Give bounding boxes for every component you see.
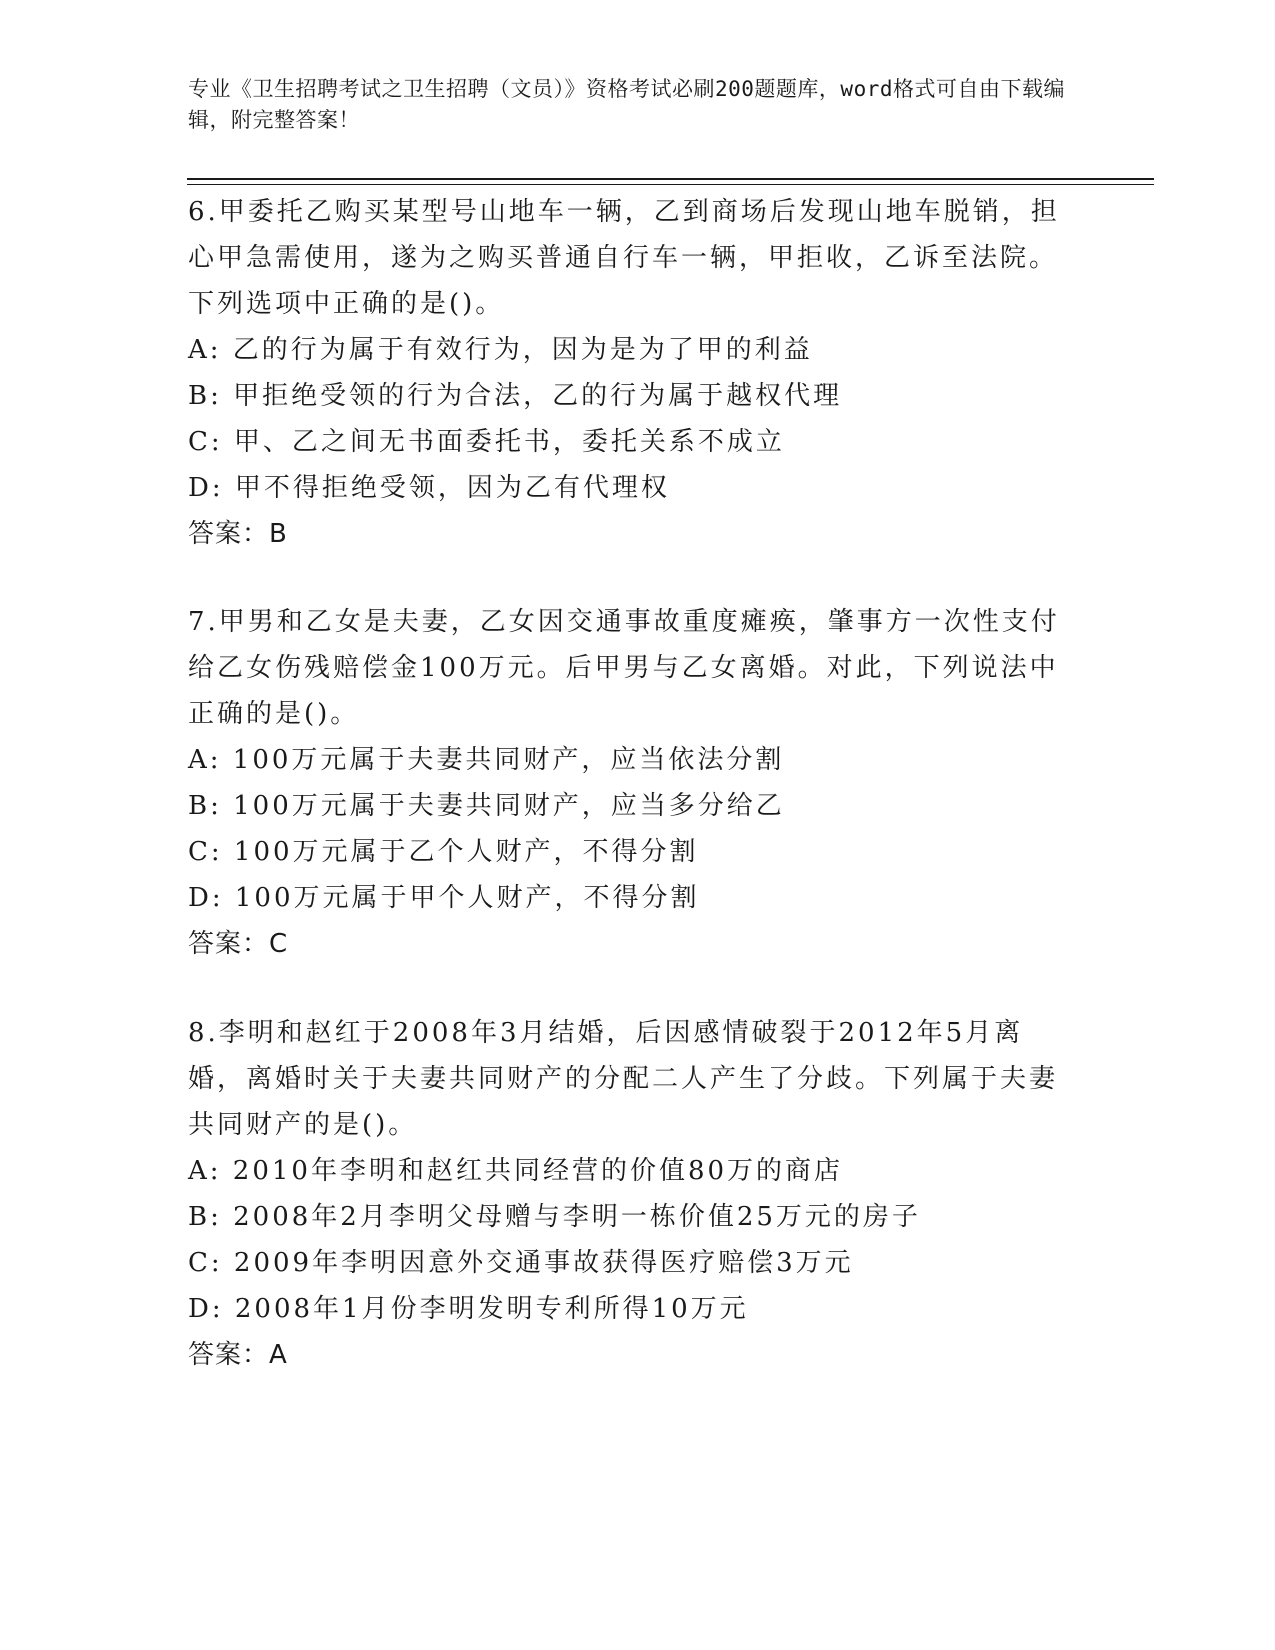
answer: 答案：A [188, 1340, 288, 1370]
option-d: D: 甲不得拒绝受领，因为乙有代理权 [188, 473, 670, 503]
option-a: A: 乙的行为属于有效行为，因为是为了甲的利益 [188, 335, 813, 365]
document-header [188, 74, 1088, 136]
question-7 [188, 599, 1068, 967]
question-stem: 6.甲委托乙购买某型号山地车一辆，乙到商场后发现山地车脱销，担心甲急需使用，遂为之购买普通自行车一辆，甲拒收，乙诉至法院。下列选项中正确的是()。 [188, 197, 1060, 319]
option-d: D: 100万元属于甲个人财产，不得分割 [188, 883, 700, 913]
question-8 [188, 1010, 1068, 1378]
answer: 答案：B [188, 519, 288, 549]
question-6 [188, 189, 1068, 557]
option-c: C: 100万元属于乙个人财产，不得分割 [188, 837, 699, 867]
option-b: B: 甲拒绝受领的行为合法，乙的行为属于越权代理 [188, 381, 843, 411]
option-c: C: 2009年李明因意外交通事故获得医疗赔偿3万元 [188, 1248, 854, 1278]
question-stem: 8.李明和赵红于2008年3月结婚，后因感情破裂于2012年5月离婚，离婚时关于夫妻共同财产的分配二人产生了分歧。下列属于夫妻共同财产的是()。 [188, 1018, 1059, 1140]
question-stem: 7.甲男和乙女是夫妻，乙女因交通事故重度瘫痪，肇事方一次性支付给乙女伤残赔偿金100万元。后甲男与乙女离婚。对此，下列说法中正确的是()。 [188, 607, 1060, 729]
option-c: C: 甲、乙之间无书面委托书，委托关系不成立 [188, 427, 785, 457]
answer: 答案：C [188, 929, 289, 959]
option-a: A: 2010年李明和赵红共同经营的价值80万的商店 [188, 1156, 844, 1186]
option-b: B: 100万元属于夫妻共同财产，应当多分给乙 [188, 791, 785, 821]
header-divider-thick [187, 178, 1154, 180]
option-d: D: 2008年1月份李明发明专利所得10万元 [188, 1294, 749, 1324]
header-divider-thin [187, 184, 1154, 185]
option-a: A: 100万元属于夫妻共同财产，应当依法分割 [188, 745, 785, 775]
option-b: B: 2008年2月李明父母赠与李明一栋价值25万元的房子 [188, 1202, 921, 1232]
header-text: 专业《卫生招聘考试之卫生招聘（文员）》资格考试必刷200题题库，word格式可自由下载编辑，附完整答案！ [188, 77, 1065, 132]
